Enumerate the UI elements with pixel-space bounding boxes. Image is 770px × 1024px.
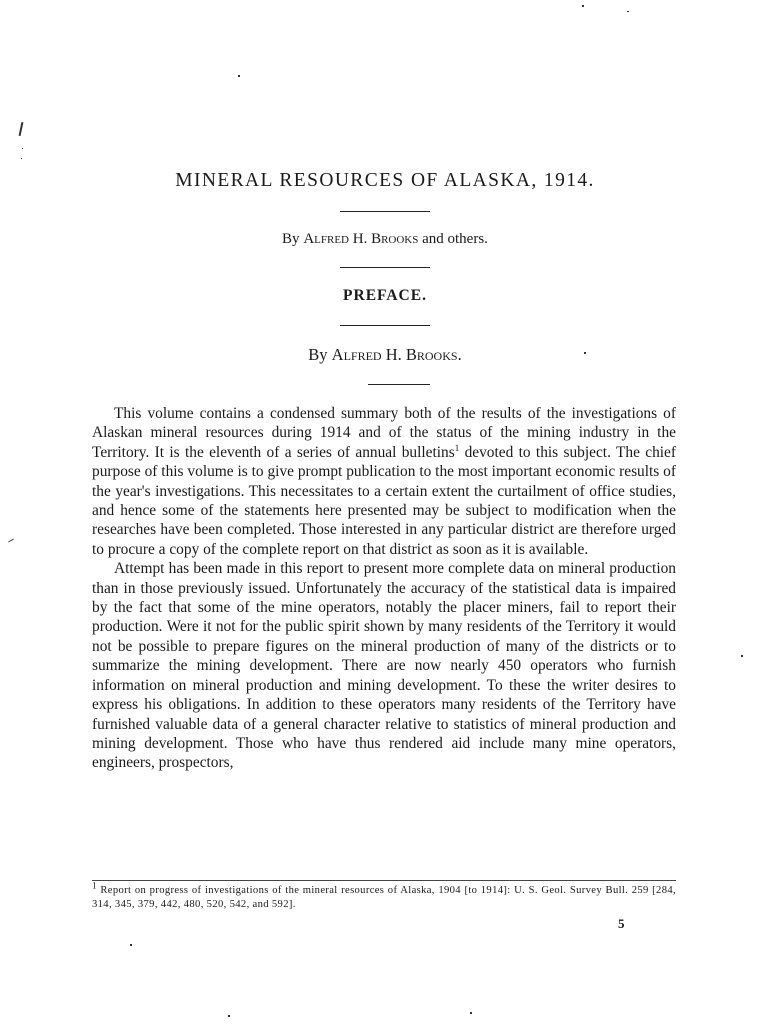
footnote-mark: 1 xyxy=(92,880,97,891)
paragraph-1 xyxy=(92,404,676,559)
preface-byline xyxy=(0,345,770,365)
footnote-rule xyxy=(92,880,676,881)
scan-speck xyxy=(470,1012,472,1014)
footnote-reference: 1 xyxy=(454,442,460,453)
preface-byline-prefix: By xyxy=(308,345,328,364)
scan-speck xyxy=(741,655,743,657)
body-text xyxy=(92,404,676,773)
paragraph-1-text-a: This volume contains a condensed summary both of the results of the investigations of Alaskan mineral resources during 1914 and of the status of the mining industry in the Territory. It is the eleventh of a series of annual bulletins xyxy=(92,405,676,461)
page-number: 5 xyxy=(618,916,625,931)
scan-speck xyxy=(22,148,23,149)
byline-author: Alfred H. Brooks xyxy=(303,231,419,247)
scan-speck xyxy=(627,11,629,12)
byline-rule xyxy=(340,267,430,268)
scan-speck xyxy=(21,158,22,159)
scan-speck xyxy=(228,1015,230,1017)
byline-prefix: By xyxy=(282,231,300,247)
preface-byline-rule xyxy=(368,384,430,385)
document-title: MINERAL RESOURCES OF ALASKA, 1914. xyxy=(175,170,595,191)
scan-speck xyxy=(238,75,240,77)
footnote xyxy=(92,880,676,911)
footnote-text: Report on progress of investigations of the mineral resources of Alaska, 1904 [to 1914]: U. S. Geol. Survey Bull. 259 [284, 314, 345, 379, 442, 480, 520, 542, and 592]. xyxy=(92,885,676,910)
byline-suffix: and others. xyxy=(422,231,488,247)
preface-byline-author: Alfred H. Brooks. xyxy=(331,345,462,364)
paragraph-1-text-b: devoted to this subject. The chief purpose of this volume is to give prompt publication to the most important economic results of the year's investigations. This necessitates to a certain extent the curtailment of office studies, and hence some of the statements here presented may be subject to modification when the researches have been completed. Those interested in any particular district are therefore urged to procure a copy of the complete report on that district as soon as it is available. xyxy=(92,443,676,558)
section-heading: PREFACE. xyxy=(343,287,427,304)
scan-speck xyxy=(584,352,586,354)
heading-rule xyxy=(340,325,430,326)
byline xyxy=(0,231,770,248)
title-rule xyxy=(340,211,430,212)
scan-speck xyxy=(130,944,132,946)
paragraph-2: Attempt has been made in this report to present more complete data on mineral production than in those previously issued. Unfortunately the accuracy of the statistical data is impaired by the fact that some of the mine operators, notably the placer miners, fail to report their production. Were it not for the public spirit shown by many residents of the Territory it would not be possible to prepare figures on the mineral production of many of the districts or to summarize the mining development. There are now nearly 450 operators who furnish information on mineral production and mining development. To these the writer desires to express his obligations. In addition to these operators many residents of the Territory have furnished valuable data of a general character relative to statistics of mineral production and mining development. Those who have thus rendered aid include many mine operators, engineers, prospectors, xyxy=(92,560,676,772)
scan-mark xyxy=(19,122,24,136)
scan-speck xyxy=(582,5,584,7)
scan-speck xyxy=(8,539,14,543)
